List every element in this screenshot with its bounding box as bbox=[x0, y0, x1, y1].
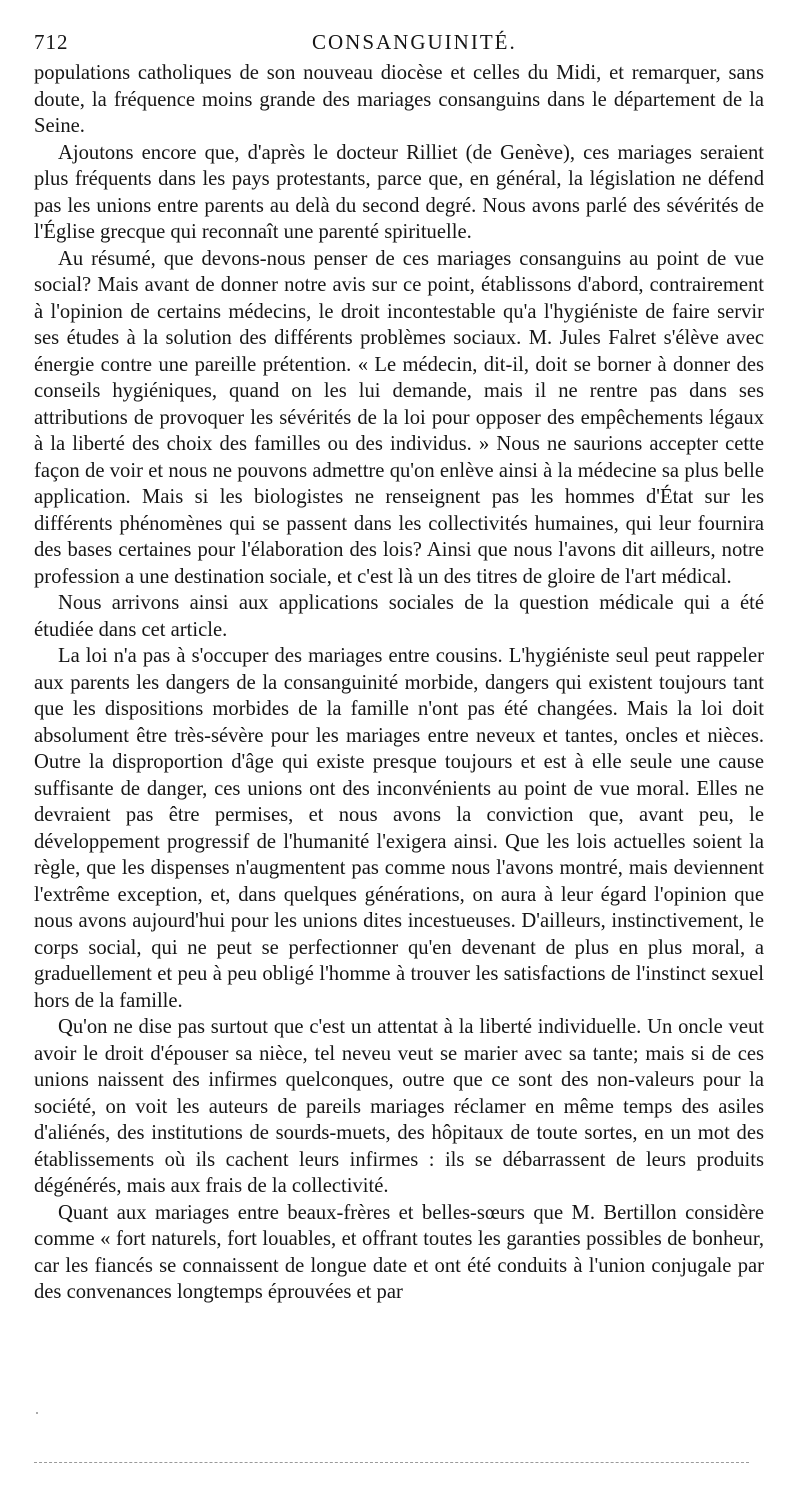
paragraph-5: La loi n'a pas à s'occuper des mariages entre cousins. L'hygiéniste seul peut rappeler aux parents les dangers de la consanguinité morbide, dangers qui existent toujours tant que les dispositions morbides de la famille n'ont pas été changées. Mais la loi doit absolument être très-sévère pour les mariages entre neveux et tantes, oncles et nièces. Outre la disproportion d'âge qui existe presque toujours et est à elle seule une cause suffisante de danger, ces unions ont des inconvénients au point de vue moral. Elles ne devraient pas être permises, et nous avons la conviction que, avant peu, le développement progressif de l'humanité l'exigera ainsi. Que les lois actuelles soient la règle, que les dispenses n'augmentent pas comme nous l'avons montré, mais deviennent l'extrême exception, et, dans quelques générations, on aura à leur égard l'opinion que nous avons aujourd'hui pour les unions dites incestueuses. D'ailleurs, instinctivement, le corps social, qui ne peut se perfectionner qu'en devenant de plus en plus moral, a graduellement et peu à peu obligé l'homme à trouver les satisfactions de l'instinct sexuel hors de la famille. bbox=[34, 645, 764, 1012]
paragraph-6: Qu'on ne dise pas surtout que c'est un attentat à la liberté individuelle. Un oncle veut avoir le droit d'épouser sa nièce, tel neveu veut se marier avec sa tante; mais si de ces unions naissent des infirmes quelconques, outre que ce sont des non-valeurs pour la société, on voit les auteurs de pareils mariages réclamer en même temps des asiles d'aliénés, des institutions de sourds-muets, des hôpitaux de toute sortes, en un mot des établissements où ils cachent leurs infirmes : ils se débarrassent de leurs produits dégénérés, mais aux frais de la collectivité. bbox=[34, 1016, 764, 1197]
running-title: CONSANGUINITÉ. bbox=[312, 30, 517, 54]
page-header bbox=[34, 30, 764, 60]
paragraph-7: Quant aux mariages entre beaux-frères et belles-sœurs que M. Bertillon considère comme « fort naturels, fort louables, et offrant toutes les garanties possibles de bonheur, car les fiancés se connaissent de longue date et ont été conduits à l'union conjugale par des convenances longtemps éprouvées et par bbox=[34, 1201, 764, 1303]
page-number: 712 bbox=[34, 30, 69, 54]
paragraph-4: Nous arrivons ainsi aux applications sociales de la question médicale qui a été étudiée dans cet article. bbox=[34, 592, 764, 641]
paragraph-1: populations catholiques de son nouveau diocèse et celles du Midi, et remarquer, sans doute, la fréquence moins grande des mariages consanguins dans le département de la Seine. bbox=[34, 62, 764, 137]
footer-rule bbox=[34, 1462, 749, 1463]
book-page bbox=[34, 30, 764, 1306]
paragraph-3: Au résumé, que devons-nous penser de ces mariages consanguins au point de vue social? Mais avant de donner notre avis sur ce point, établissons d'abord, contrairement à l'opinion de certains médecins, le droit incontestable qu'a l'hygiéniste de faire servir ses études à la solution des différents problèmes sociaux. M. Jules Falret s'élève avec énergie contre une pareille prétention. « Le médecin, dit-il, doit se borner à donner des conseils hygiéniques, quand on les lui demande, mais il ne rentre pas dans ses attributions de provoquer les sévérités de la loi pour opposer des empêchements légaux à la liberté des choix des familles ou des individus. » Nous ne saurions accepter cette façon de voir et nous ne pouvons admettre qu'on enlève ainsi à la médecine sa plus belle application. Mais si les biologistes ne renseignent pas les hommes d'État sur les différents phénomènes qui se passent dans les collectivités humaines, qui leur fournira des bases certaines pour l'élaboration des lois? Ainsi que nous l'avons dit ailleurs, notre profession a une destination sociale, et c'est là un des titres de gloire de l'art médical. bbox=[34, 247, 764, 588]
body-text bbox=[34, 60, 764, 1306]
paragraph-2: Ajoutons encore que, d'après le docteur Rilliet (de Genève), ces mariages seraient plus fréquents dans les pays protestants, parce que, en général, la législation ne défend pas les unions entre parents au delà du second degré. Nous avons parlé des sévérités de l'Église grecque qui reconnaît une parenté spirituelle. bbox=[34, 141, 764, 243]
scan-speck bbox=[36, 1412, 38, 1414]
